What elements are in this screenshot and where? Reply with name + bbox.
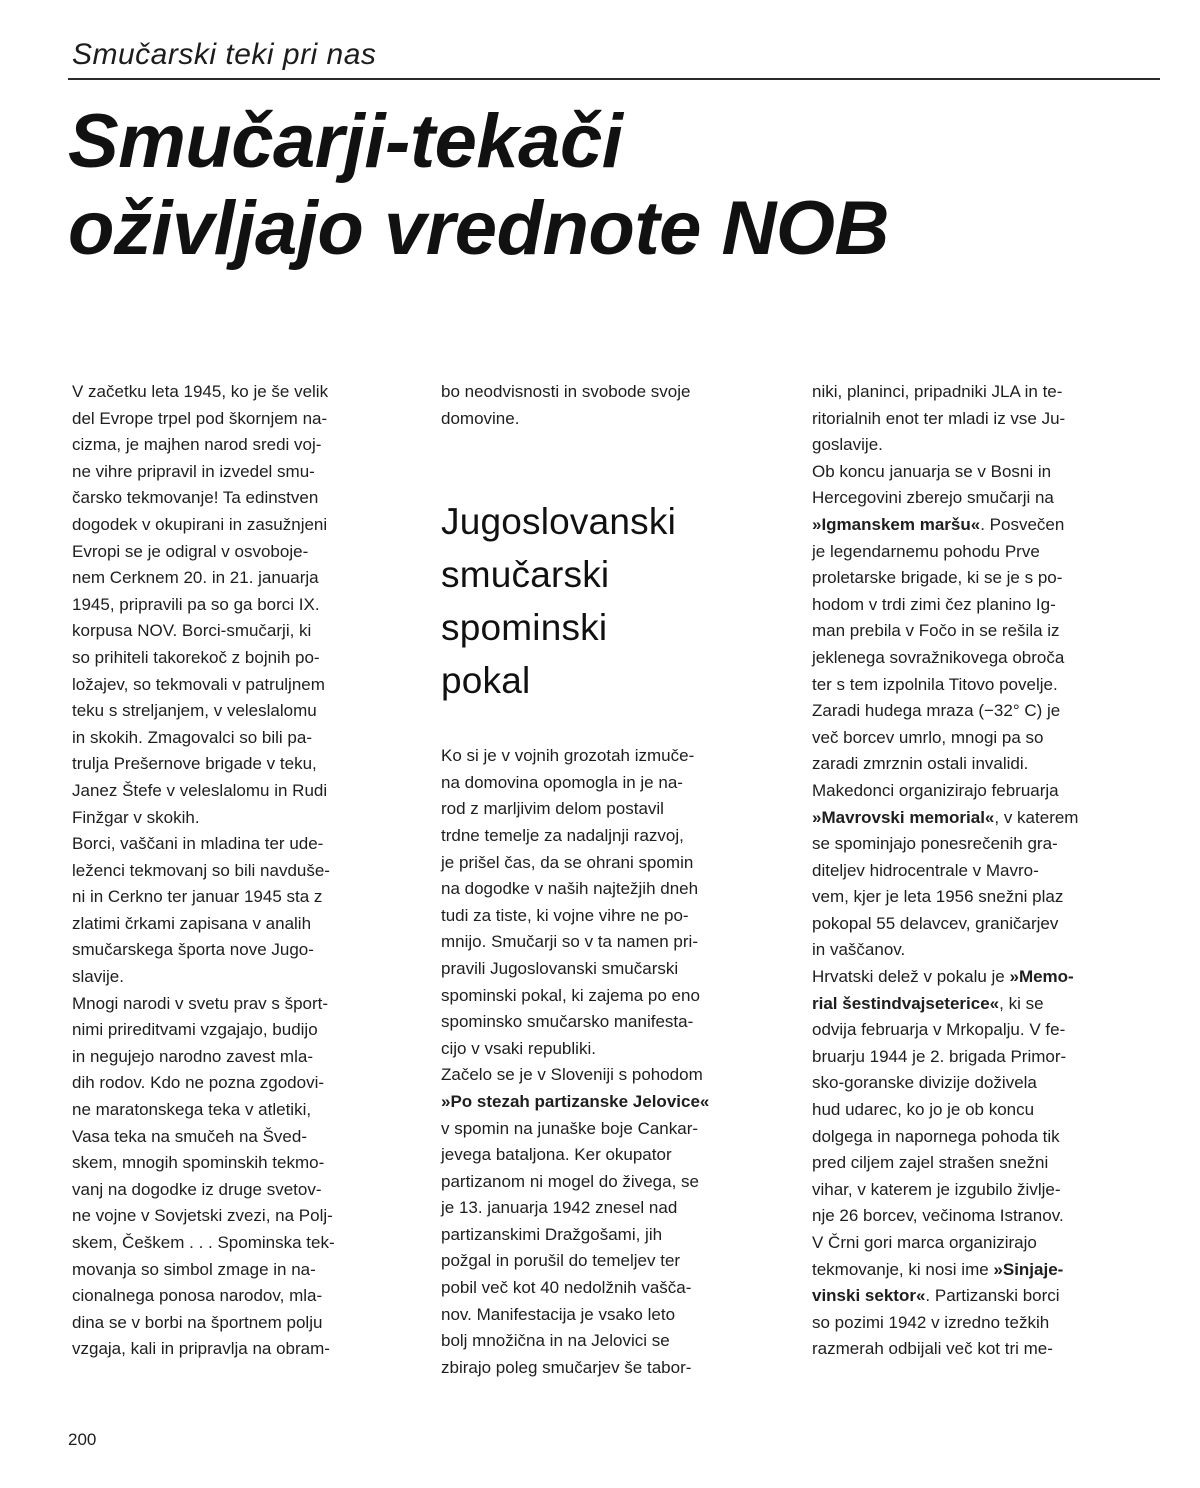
text-line: hud udarec, ko jo je ob koncu bbox=[812, 1100, 1035, 1120]
text-line: proletarske brigade, ki se je s po- bbox=[812, 568, 1063, 588]
text-line: sko-goranske divizije doživela bbox=[812, 1073, 1037, 1093]
text-line: in vaščanov. bbox=[812, 940, 906, 960]
text-fragment: tekmovanje, ki nosi ime bbox=[812, 1259, 994, 1279]
text-line: pravili Jugoslovanski smučarski bbox=[441, 958, 679, 978]
subheading bbox=[441, 495, 786, 707]
text-line: spominski pokal, ki zajema po eno bbox=[441, 985, 700, 1005]
text-line: pred ciljem zajel strašen snežni bbox=[812, 1153, 1049, 1173]
text-line: Makedonci organizirajo februarja bbox=[812, 780, 1059, 800]
text-line: partizanom ni mogel do živega, se bbox=[441, 1171, 699, 1191]
event-name-mavrovo: »Mavrovski memorial« bbox=[812, 807, 995, 827]
text-line: cionalnega ponosa narodov, mla- bbox=[72, 1286, 323, 1306]
header-rule bbox=[68, 78, 1160, 80]
text-line: nov. Manifestacija je vsako leto bbox=[441, 1304, 676, 1324]
text-line: slavije. bbox=[72, 967, 124, 987]
text-line bbox=[812, 964, 1157, 991]
text-line: zbirajo poleg smučarjev še tabor- bbox=[441, 1357, 692, 1377]
text-line: dolgega in napornega pohoda tik bbox=[812, 1126, 1060, 1146]
text-line: vem, kjer je leta 1956 snežni plaz bbox=[812, 887, 1064, 907]
text-line: Evropi se je odigral v osvoboje- bbox=[72, 541, 309, 561]
article-headline bbox=[68, 98, 1168, 272]
text-line: je prišel čas, da se ohrani spomin bbox=[441, 852, 694, 872]
text-line: trulja Prešernove brigade v teku, bbox=[72, 754, 317, 774]
text-line: bo neodvisnosti in svobode svoje bbox=[441, 382, 691, 401]
text-line bbox=[812, 512, 1157, 539]
article-column-1 bbox=[72, 379, 417, 1363]
text-line: Finžgar v skokih. bbox=[72, 807, 200, 827]
text-line: skem, Češkem . . . Spominska tek- bbox=[72, 1233, 335, 1252]
subheading-line: smučarski bbox=[441, 554, 610, 596]
text-line: zlatimi črkami zapisana v analih bbox=[72, 913, 312, 933]
text-line: ter s tem izpolnila Titovo povelje. bbox=[812, 674, 1058, 694]
text-line: goslavije. bbox=[812, 435, 883, 455]
text-line: cijo v vsaki republiki. bbox=[441, 1038, 596, 1058]
text-line bbox=[812, 1257, 1157, 1284]
text-line: hodom v trdi zimi čez planino Ig- bbox=[812, 594, 1056, 614]
text-line: so prihiteli takorekoč z bojnih po- bbox=[72, 647, 320, 667]
text-line: odvija februarja v Mrkopalju. V fe- bbox=[812, 1020, 1066, 1040]
column-3-part-b bbox=[812, 539, 1157, 805]
page-number: 200 bbox=[68, 1430, 97, 1449]
event-name-memorial-part2: rial šestindvajseterice« bbox=[812, 993, 1000, 1013]
text-line: Mnogi narodi v svetu prav s šport- bbox=[72, 993, 329, 1013]
text-line: bolj množična in na Jelovici se bbox=[441, 1331, 670, 1351]
text-line: spominsko smučarsko manifesta- bbox=[441, 1012, 694, 1032]
text-line-bold bbox=[441, 1089, 786, 1116]
text-line: čarsko tekmovanje! Ta edinstven bbox=[72, 488, 319, 508]
column-2-body-continued bbox=[441, 1116, 786, 1382]
text-line: Vasa teka na smučeh na Šved- bbox=[72, 1126, 307, 1146]
text-line: vzgaja, kali in pripravlja na obram- bbox=[72, 1339, 330, 1359]
column-3-part-e bbox=[812, 1310, 1157, 1363]
text-line: pokopal 55 delavcev, graničarjev bbox=[812, 913, 1059, 933]
text-line: jevega bataljona. Ker okupator bbox=[441, 1145, 672, 1165]
text-line bbox=[812, 991, 1157, 1018]
text-line: so pozimi 1942 v izredno težkih bbox=[812, 1312, 1050, 1332]
text-line: razmerah odbijali več kot tri me- bbox=[812, 1339, 1053, 1359]
text-line: ne vihre pripravil in izvedel smu- bbox=[72, 461, 315, 481]
text-line: trdne temelje za nadaljnji razvoj, bbox=[441, 825, 684, 845]
article-column-2 bbox=[441, 379, 786, 1381]
text-line: mnijo. Smučarji so v ta namen pri- bbox=[441, 932, 698, 952]
text-line: na dogodke v naših najtežjih dneh bbox=[441, 879, 699, 899]
event-name-sinjajevina-part2: vinski sektor« bbox=[812, 1286, 926, 1306]
text-fragment: , ki se bbox=[999, 993, 1044, 1013]
text-line: nem Cerknem 20. in 21. januarja bbox=[72, 568, 319, 588]
text-line bbox=[812, 805, 1157, 832]
text-line: jeklenega sovražnikovega obroča bbox=[812, 647, 1065, 667]
text-line: Borci, vaščani in mladina ter ude- bbox=[72, 834, 324, 854]
column-3-part-d bbox=[812, 1017, 1157, 1256]
text-line: smučarskega športa nove Jugo- bbox=[72, 940, 314, 960]
text-line: več borcev umrlo, mnogi pa so bbox=[812, 727, 1044, 747]
text-line: je 13. januarja 1942 znesel nad bbox=[441, 1198, 678, 1218]
event-name-jelovica: »Po stezah partizanske Jelovice« bbox=[441, 1091, 710, 1111]
text-line: nimi prireditvami vzgajajo, budijo bbox=[72, 1020, 318, 1040]
text-line: domovine. bbox=[441, 408, 520, 428]
text-line: se spominjajo ponesrečenih gra- bbox=[812, 834, 1058, 854]
text-fragment: . Posvečen bbox=[980, 514, 1065, 534]
text-line: korpusa NOV. Borci-smučarji, ki bbox=[72, 621, 312, 641]
text-line: nje 26 borcev, večinoma Istranov. bbox=[812, 1206, 1064, 1226]
text-line: V začetku leta 1945, ko je še velik bbox=[72, 382, 329, 401]
text-line: man prebila v Fočo in se rešila iz bbox=[812, 621, 1060, 641]
text-line: je legendarnemu pohodu Prve bbox=[812, 541, 1040, 561]
text-line: ne maratonskega teka v atletiki, bbox=[72, 1100, 312, 1120]
text-line: ložajev, so tekmovali v patruljnem bbox=[72, 674, 325, 694]
headline-line: oživljajo vrednote NOB bbox=[68, 186, 889, 271]
text-line: tudi za tiste, ki vojne vihre ne po- bbox=[441, 905, 689, 925]
text-fragment: Hrvatski delež v pokalu je bbox=[812, 967, 1010, 987]
text-line: leženci tekmovanj so bili navduše- bbox=[72, 860, 330, 880]
text-line: teku s streljanjem, v veleslalomu bbox=[72, 701, 317, 721]
text-line: Zaradi hudega mraza (−32° C) je bbox=[812, 701, 1061, 721]
text-line: cizma, je majhen narod sredi voj- bbox=[72, 435, 322, 455]
text-line: dih rodov. Kdo ne pozna zgodovi- bbox=[72, 1073, 325, 1093]
text-line: na domovina opomogla in je na- bbox=[441, 772, 683, 792]
event-name-igman: »Igmanskem maršu« bbox=[812, 514, 981, 534]
text-line: niki, planinci, pripadniki JLA in te- bbox=[812, 382, 1063, 401]
text-line: dina se v borbi na športnem polju bbox=[72, 1312, 323, 1332]
event-name-sinjajevina-part1: »Sinjaje- bbox=[993, 1259, 1064, 1279]
text-line bbox=[812, 1283, 1157, 1310]
text-line: vanj na dogodke iz druge svetov- bbox=[72, 1179, 322, 1199]
text-line: ne vojne v Sovjetski zvezi, na Polj- bbox=[72, 1206, 333, 1226]
text-line: pobil več kot 40 nedolžnih vašča- bbox=[441, 1278, 692, 1298]
text-line: skem, mnogih spominskih tekmo- bbox=[72, 1153, 325, 1173]
text-line: Začelo se je v Sloveniji s pohodom bbox=[441, 1065, 703, 1085]
headline-line: Smučarji-tekači bbox=[68, 99, 623, 184]
text-line: Hercegovini zberejo smučarji na bbox=[812, 488, 1054, 508]
subheading-line: pokal bbox=[441, 660, 531, 702]
text-line: rod z marljivim delom postavil bbox=[441, 799, 664, 819]
text-fragment: . Partizanski borci bbox=[925, 1286, 1060, 1306]
text-line: 1945, pripravili pa so ga borci IX. bbox=[72, 594, 320, 614]
text-line: v spomin na junaške boje Cankar- bbox=[441, 1118, 699, 1138]
text-line: diteljev hidrocentrale v Mavro- bbox=[812, 860, 1039, 880]
event-name-memorial-part1: »Memo- bbox=[1009, 967, 1074, 987]
text-line: zaradi zmrznin ostali invalidi. bbox=[812, 754, 1029, 774]
text-line: požgal in porušil do temeljev ter bbox=[441, 1251, 681, 1271]
text-line: Janez Štefe v veleslalomu in Rudi bbox=[72, 780, 328, 800]
text-line: ni in Cerkno ter januar 1945 sta z bbox=[72, 887, 323, 907]
text-line: in skokih. Zmagovalci so bili pa- bbox=[72, 727, 312, 747]
article-column-3 bbox=[812, 379, 1157, 1363]
text-line: ritorialnih enot ter mladi iz vse Ju- bbox=[812, 408, 1066, 428]
subheading-line: spominski bbox=[441, 607, 608, 649]
text-line: del Evrope trpel pod škornjem na- bbox=[72, 408, 328, 428]
text-line: movanja so simbol zmage in na- bbox=[72, 1259, 316, 1279]
text-line: dogodek v okupirani in zasužnjeni bbox=[72, 514, 328, 534]
column-3-part-c bbox=[812, 831, 1157, 964]
text-line: in negujejo narodno zavest mla- bbox=[72, 1046, 313, 1066]
text-line: V Črni gori marca organizirajo bbox=[812, 1233, 1037, 1252]
subheading-line: Jugoslovanski bbox=[441, 501, 677, 543]
text-line: partizanskimi Dražgošami, jih bbox=[441, 1224, 663, 1244]
column-3-part-a bbox=[812, 379, 1157, 512]
text-line: vihar, v katerem je izgubilo življe- bbox=[812, 1179, 1061, 1199]
text-line: Ob koncu januarja se v Bosni in bbox=[812, 461, 1052, 481]
text-line: bruarju 1944 je 2. brigada Primor- bbox=[812, 1046, 1067, 1066]
column-2-body bbox=[441, 743, 786, 1089]
section-title: Smučarski teki pri nas bbox=[72, 38, 377, 71]
text-fragment: , v katerem bbox=[994, 807, 1079, 827]
text-line: Ko si je v vojnih grozotah izmuče- bbox=[441, 746, 695, 766]
